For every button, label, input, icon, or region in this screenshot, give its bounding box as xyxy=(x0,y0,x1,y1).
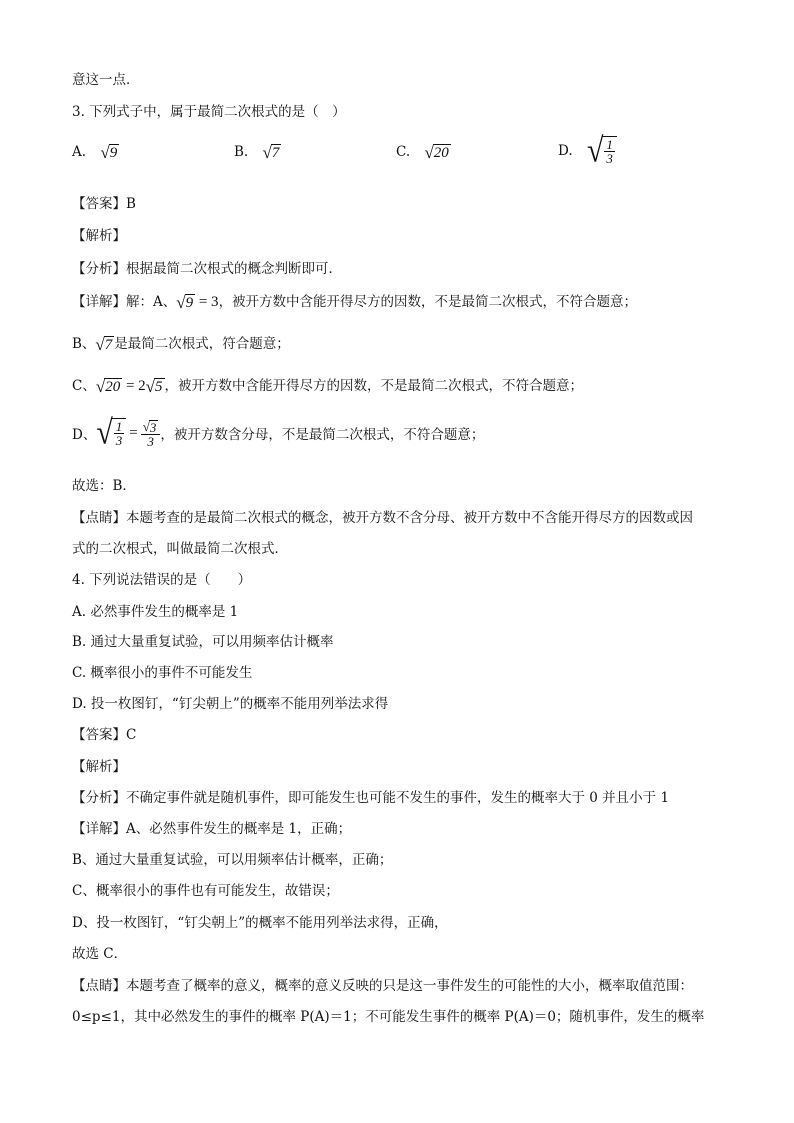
q3-option-c xyxy=(396,144,451,161)
q3-detail-a: 【详解】解：A、 √ 9 = 3，被开方数中含能开得尽方的因数，不是最简二次根式，不符合题意； xyxy=(72,293,638,312)
q4-detail-a: 【详解】A、必然事件发生的概率是 1，正确； xyxy=(72,821,352,837)
option-label: D. xyxy=(558,143,573,159)
text-line: 意这一点． xyxy=(72,72,140,88)
q3-analysis-summary: 【分析】根据最简二次根式的概念判断即可． xyxy=(72,261,342,277)
sqrt-expression: √ 7 xyxy=(262,143,280,162)
option-label: B. xyxy=(234,144,249,160)
q3-option-b xyxy=(234,144,281,161)
q3-comment-line-1: 【点睛】本题考查的是最简二次根式的概念，被开方数不含分母、被开方数中不含能开得尽方的因数或因 xyxy=(72,510,693,526)
q4-comment-line-1: 【点睛】本题考查了概率的意义，概率的意义反映的只是这一事件发生的可能性的大小，概率取值范围： xyxy=(72,978,693,994)
option-label: A. xyxy=(72,144,87,160)
q4-comment-line-2: 0≤p≤1，其中必然发生的事件的概率 P(A)＝1；不可能发生事件的概率 P(A)＝0；随机事件，发生的概率 xyxy=(72,1009,705,1025)
q3-comment-line-2: 式的二次根式，叫做最简二次根式． xyxy=(72,541,288,557)
q3-choice: 故选：B． xyxy=(72,478,136,494)
q4-analysis-summary: 【分析】不确定事件就是随机事件，即可能发生也可能不发生的事件，发生的概率大于 0 并且小于 1 xyxy=(72,790,670,806)
q4-detail-c: C、概率很小的事件也有可能发生，故错误； xyxy=(72,883,339,899)
q3-detail-d: D、 √ $\frac{1}{3}$ = √ 3 3 ，被开方数含分母，不是最简二次根式，不符合题意； xyxy=(72,413,485,452)
sqrt-fraction-expression: √ $\frac{1}{3}$ xyxy=(96,418,126,448)
sqrt-expression: √ 9 xyxy=(176,293,194,312)
option-label: C. xyxy=(396,144,411,160)
q4-option-c: C. 概率很小的事件不可能发生 xyxy=(72,665,253,681)
question-3-stem: 3. 下列式子中，属于最简二次根式的是（ ） xyxy=(72,104,346,120)
question-4-stem: 4. 下列说法错误的是（ ） xyxy=(72,572,252,588)
fraction-expression: √ 3 3 xyxy=(141,418,161,447)
q4-analysis-heading: 【解析】 xyxy=(72,759,126,775)
sqrt-expression: √ 7 xyxy=(95,335,113,354)
q3-option-d xyxy=(558,131,617,170)
q3-analysis-heading: 【解析】 xyxy=(72,228,126,244)
q3-option-a xyxy=(72,144,119,161)
sqrt-expression: √ 20 xyxy=(424,143,449,162)
sqrt-expression: √ 5 xyxy=(145,377,163,396)
q4-detail-d: D、投一枚图钉，“钉尖朝上”的概率不能用列举法求得，正确， xyxy=(72,915,448,931)
sqrt-fraction-expression: √ $\frac{1}{3}$ xyxy=(587,136,617,166)
q4-option-b: B. 通过大量重复试验，可以用频率估计概率 xyxy=(72,634,334,650)
q3-detail-b: B、 √ 7 是最简二次根式，符合题意； xyxy=(72,335,290,354)
sqrt-expression: √ 9 xyxy=(100,143,118,162)
q4-option-a: A. 必然事件发生的概率是 1 xyxy=(72,604,239,620)
q4-answer: 【答案】C xyxy=(72,727,137,743)
q3-detail-c: C、 √ 20 = 2 √ 5 ，被开方数中含能开得尽方的因数，不是最简二次根式，不符合题意； xyxy=(72,377,583,396)
q3-answer: 【答案】B xyxy=(72,196,136,212)
q4-detail-b: B、通过大量重复试验，可以用频率估计概率，正确； xyxy=(72,852,393,868)
q4-option-d: D. 投一枚图钉，“钉尖朝上”的概率不能用列举法求得 xyxy=(72,696,389,712)
q4-choice: 故选 C． xyxy=(72,946,128,962)
sqrt-expression: √ 20 xyxy=(95,377,121,396)
